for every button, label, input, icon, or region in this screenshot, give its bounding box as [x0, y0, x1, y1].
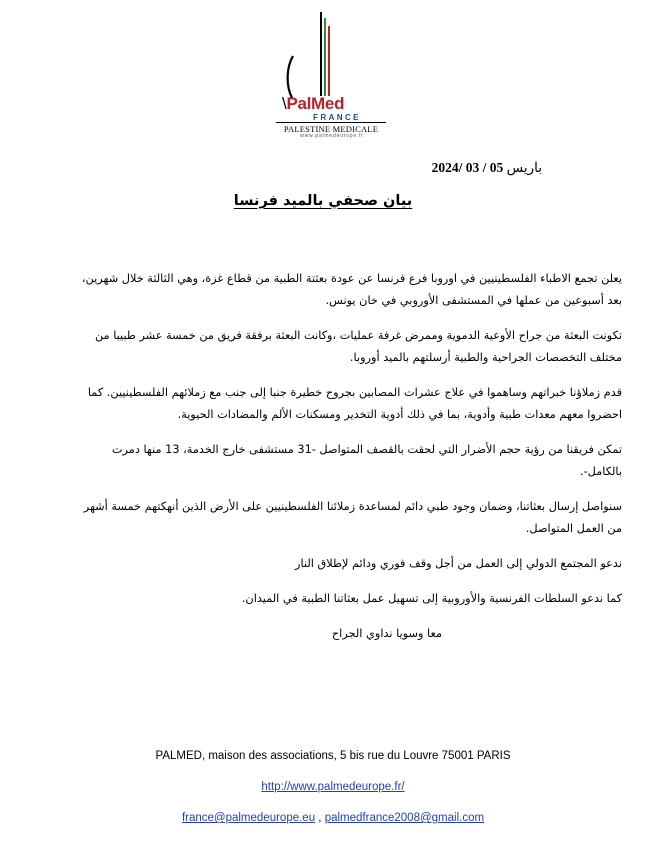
email-link-france[interactable]: france@palmedeurope.eu	[181, 812, 316, 824]
date-prefix: باريس	[506, 160, 542, 175]
paragraph-4	[48, 439, 622, 483]
paragraph-line: بالكامل-.	[580, 465, 622, 478]
paragraph-line: قدم زملاؤنا خبراتهم وساهموا في علاج عشرات المصابين بجروح خطيرة جنبا إلى جنب مع زملائهم الفلسطينيين. كما	[87, 386, 622, 399]
paragraph-line: يعلن تجمع الاطباء الفلسطينيين في اوروبا فرع فرنسا عن عودة بعثتة الطبية من قطاع غزة، وهي الثالثة خلال شهرين،	[81, 272, 622, 285]
palmed-logo	[260, 8, 410, 153]
footer-address: PALMED, maison des associations, 5 bis rue du Louvre 75001 PARIS	[155, 750, 511, 762]
paragraph-5	[48, 496, 622, 540]
paragraph-line: من العمل المتواصل.	[525, 522, 622, 535]
paragraph-line: كما ندعو السلطات الفرنسية والأوروبية إلى تسهيل عمل بعثاتنا الطبية في الميدان.	[241, 592, 622, 605]
logo-website: www.palmedeurope.fr	[300, 133, 364, 139]
page-title	[0, 193, 646, 209]
date-value: 2024/ 03 / 05	[431, 160, 504, 175]
paragraph-7	[48, 588, 622, 610]
email-link-gmail[interactable]: palmedfrance2008@gmail.com	[324, 812, 485, 824]
logo-country: FRANCE	[313, 113, 361, 122]
statement-body	[48, 268, 622, 645]
website-link[interactable]: http://www.palmedeurope.fr/	[261, 781, 405, 793]
paragraph-line: مختلف التخصصات الجراحية والطبية أرسلتهم بالميد أوروبا.	[349, 351, 622, 364]
paragraph-line: احضروا معهم معدات طبية وأدوية، بما في ذلك أدوية التخدير ومسكنات الألم والمضادات الحيوية.	[177, 408, 622, 421]
paragraph-6	[48, 553, 622, 575]
paragraph-1	[48, 268, 622, 312]
paragraph-2	[48, 325, 622, 369]
paragraph-line: ندعو المجتمع الدولي إلى العمل من أجل وقف فوري ودائم لإطلاق النار	[295, 557, 622, 570]
paragraph-line: تكونت البعثة من جراح الأوعية الدموية وممرض غرفة عمليات ،وكانت البعثة برفقة فريق من خمسة عشر طبيبا من	[94, 329, 622, 342]
closing-line	[48, 623, 622, 645]
logo-brand: \PalMed	[282, 94, 345, 113]
logo-tagline: PALESTINE MEDICALE	[276, 122, 386, 134]
footer-website-row	[0, 781, 666, 793]
paragraph-line: تمكن فريقنا من رؤية حجم الأضرار التي لحقت بالقصف المتواصل -31 مستشفى خارج الخدمة، 13 منها دمرت	[111, 443, 622, 456]
paragraph-line: سنواصل إرسال بعثاتنا، وضمان وجود طبي دائم لمساعدة زملائنا الفلسطينيين على الأرض الذين أنهكتهم خمسة أشهر	[83, 500, 622, 513]
flag-stripes-icon	[260, 8, 410, 108]
closing-text: معا وسويا نداوي الجراح	[331, 627, 442, 640]
email-separator: ,	[315, 812, 325, 824]
paragraph-line: بعد أسبوعين من عملها في المستشفى الأوروبي في خان يونس.	[325, 294, 622, 307]
date-line	[432, 160, 542, 176]
paragraph-3	[48, 382, 622, 426]
page-title-text: بيان صحفي بالميد فرنسا	[233, 193, 413, 209]
footer-emails-row	[0, 812, 666, 824]
